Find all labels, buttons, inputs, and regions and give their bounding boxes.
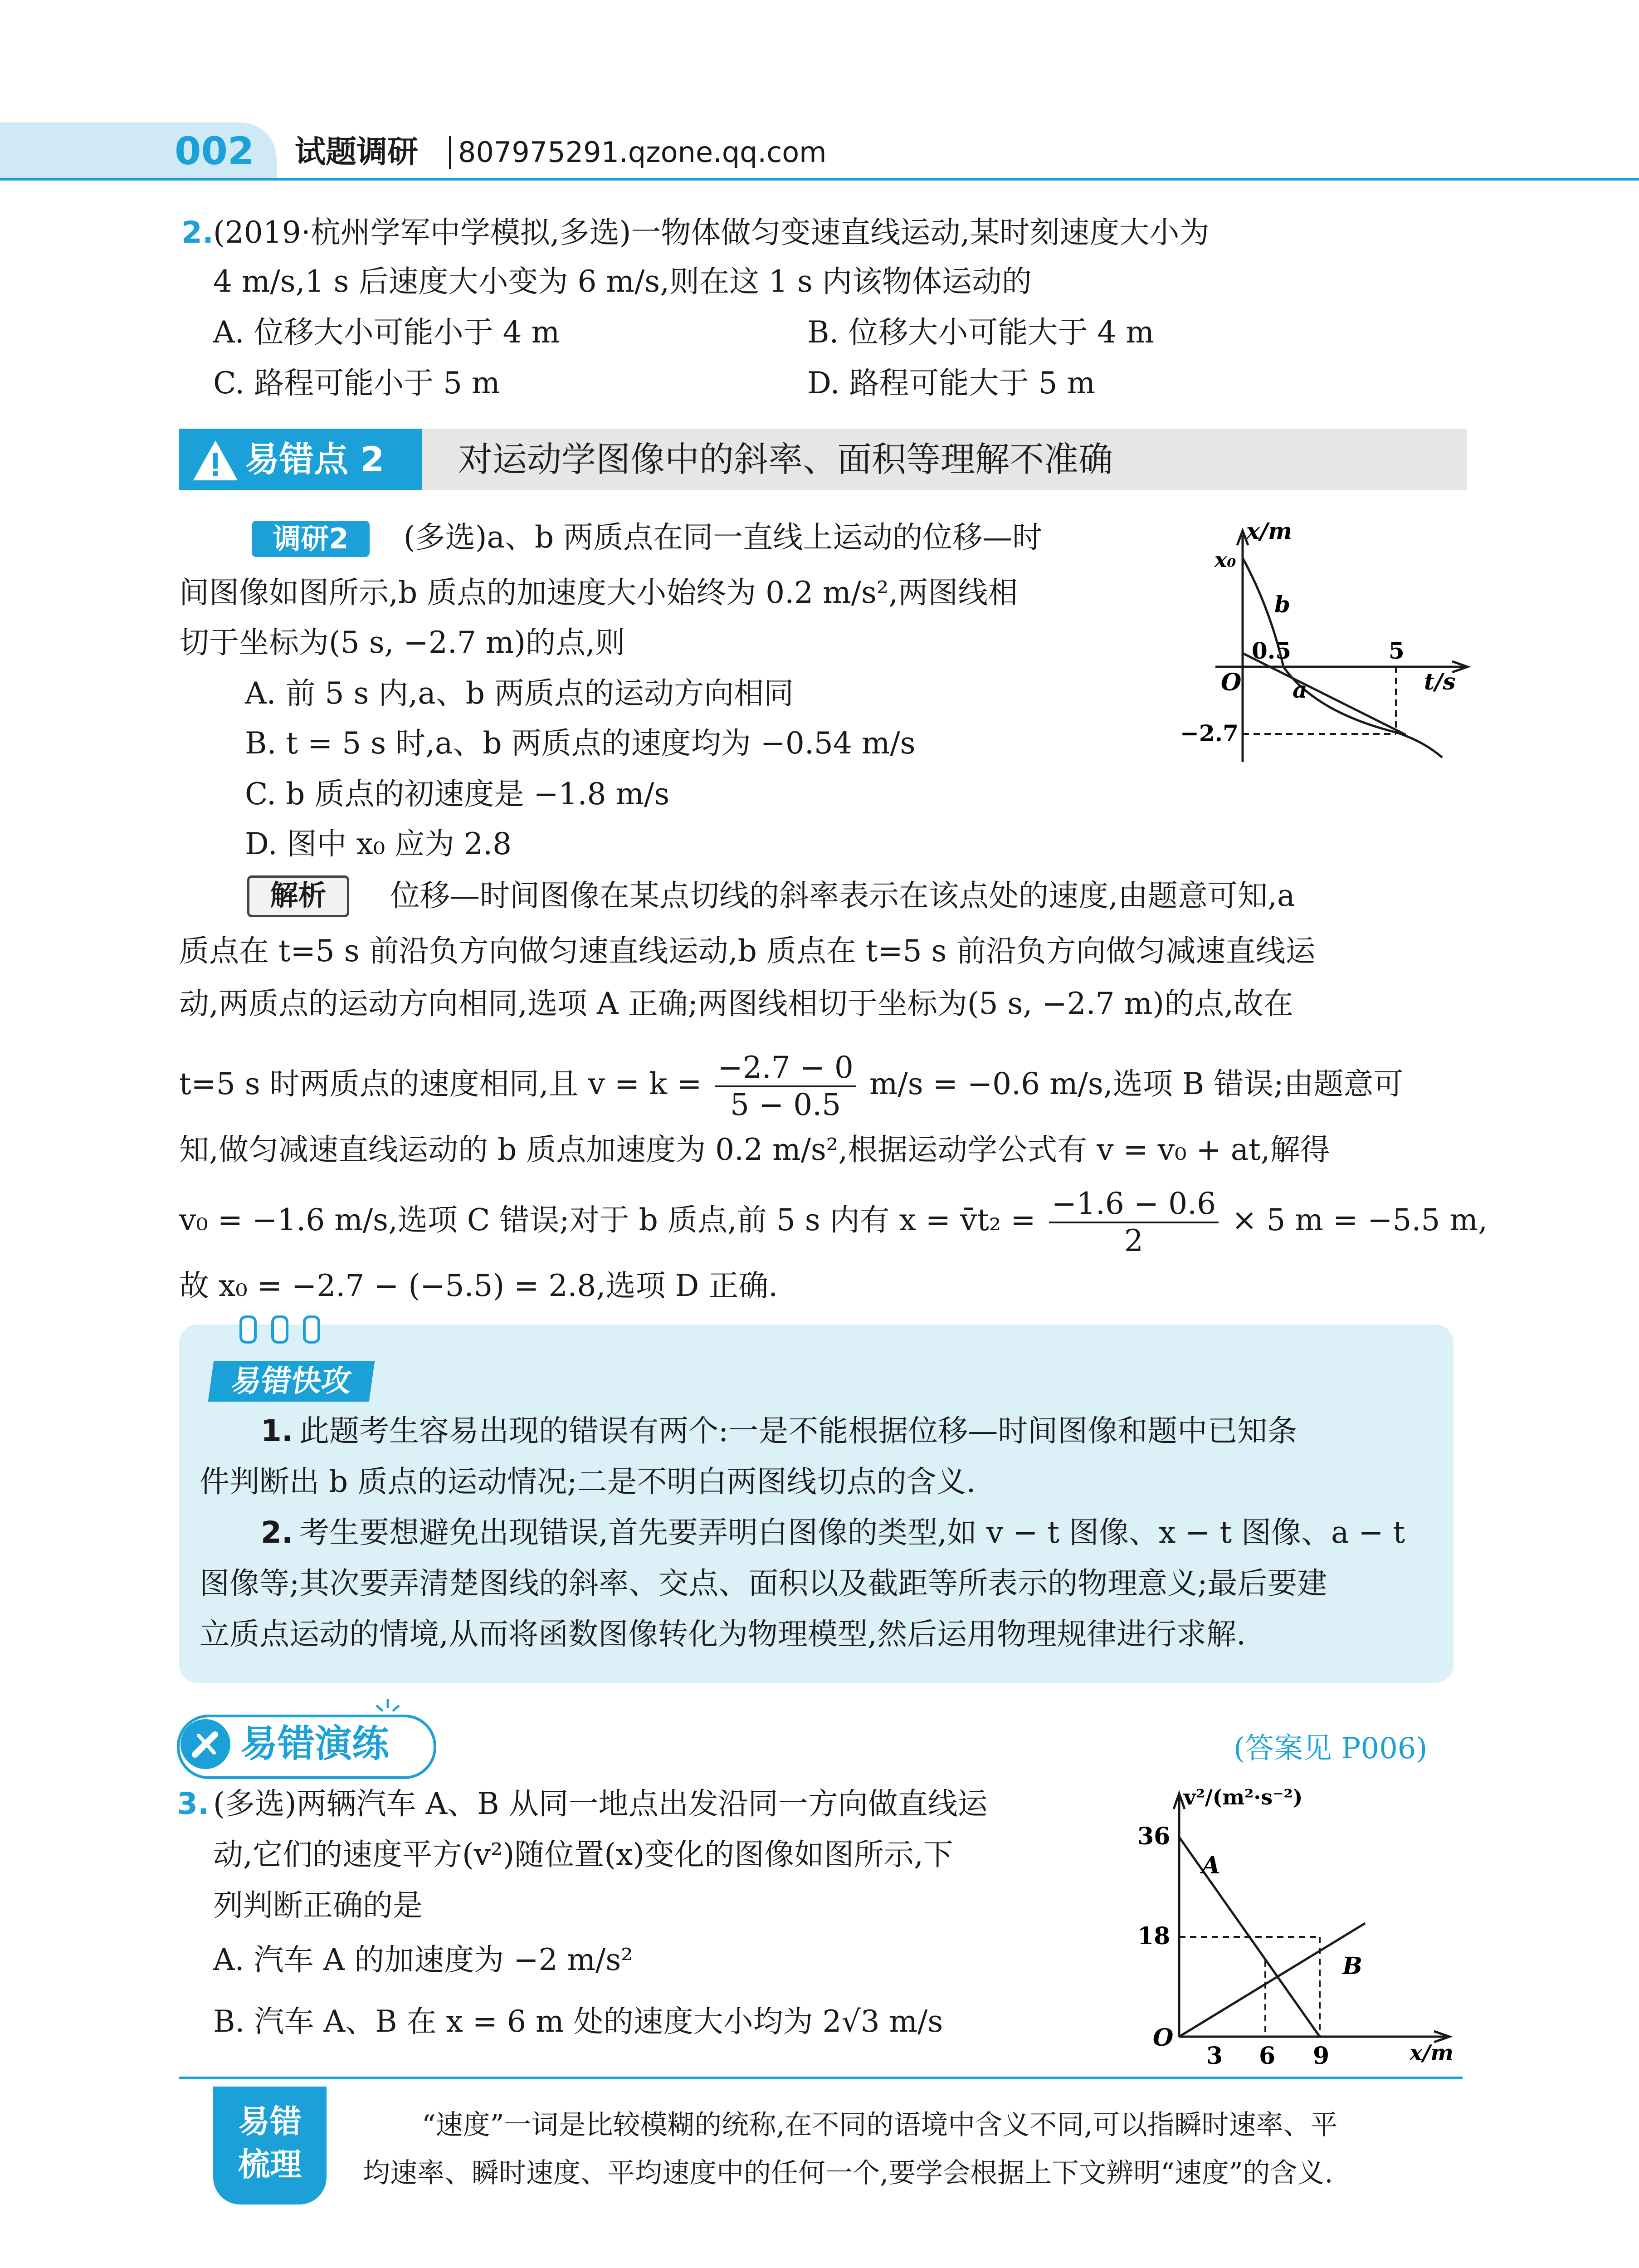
graph2-line-b: [1179, 1923, 1365, 2037]
q3-option-a: A. 汽车 A 的加速度为 −2 m/s²: [213, 1942, 633, 1977]
tip2-line2: 图像等;其次要弄清楚图线的斜率、交点、面积以及截距等所表示的物理意义;最后要建: [200, 1566, 1327, 1601]
answer-reference: (答案见 P006): [1234, 1732, 1428, 1765]
research-line2: 间图像如图所示,b 质点的加速度大小始终为 0.2 m/s²,两图线相: [179, 575, 1018, 610]
graph1-tick-m27: −2.7: [1180, 720, 1239, 747]
section-title: 对运动学图像中的斜率、面积等理解不准确: [458, 439, 1113, 479]
research-option-b: B. t = 5 s 时,a、b 两质点的速度均为 −0.54 m/s: [245, 726, 916, 761]
page-number: 002: [175, 129, 254, 173]
graph1-tick-05: 0.5: [1252, 637, 1291, 664]
analysis-line6-post: × 5 m = −5.5 m,: [1232, 1202, 1488, 1237]
graph2-tick-36: 36: [1137, 1823, 1171, 1850]
research-tag: 调研2: [252, 521, 370, 557]
header-url: 807975291.qzone.qq.com: [458, 136, 827, 169]
analysis-line4: [179, 1043, 1403, 1125]
analysis-line3: 动,两质点的运动方向相同,选项 A 正确;两图线相切于坐标为(5 s, −2.7 m)的点,故在: [179, 986, 1293, 1021]
q3-graph: [1129, 1783, 1474, 2073]
note-badge-line1: 易错: [238, 2103, 302, 2140]
graph1-b-label: b: [1274, 591, 1290, 618]
header-divider: [449, 136, 451, 169]
research-graph: [1179, 517, 1488, 780]
analysis-line4-pre: t=5 s 时两质点的速度相同,且 v = k =: [179, 1066, 702, 1101]
graph2-tick-9: 9: [1313, 2042, 1330, 2070]
q3-option-b: B. 汽车 A、B 在 x = 6 m 处的速度大小均为 2√3 m/s: [213, 2004, 943, 2039]
tip2-line1: 考生要想避免出现错误,首先要弄明白图像的类型,如 v − t 图像、x − t 图像、a − t: [299, 1515, 1405, 1550]
q3-number: 3.: [177, 1786, 209, 1821]
tip1-number: 1.: [261, 1413, 293, 1448]
binder-ring-icon: [303, 1315, 320, 1344]
note-rule: [179, 2077, 1463, 2079]
q2-number: 2.: [181, 215, 214, 250]
graph1-tick-5: 5: [1389, 637, 1405, 664]
fraction-1-denominator: 5 − 0.5: [730, 1087, 841, 1122]
section-tag-label: 易错点 2: [245, 439, 385, 479]
q2-line2: 4 m/s,1 s 后速度大小变为 6 m/s,则在这 1 s 内该物体运动的: [213, 264, 1032, 299]
graph1-a-label: a: [1293, 676, 1307, 703]
research-option-d: D. 图中 x₀ 应为 2.8: [245, 826, 512, 861]
q3-line1: (多选)两辆汽车 A、B 从同一地点出发沿同一方向做直线运: [213, 1786, 988, 1821]
tip1-line2: 件判断出 b 质点的运动情况;二是不明白两图线切点的含义.: [200, 1464, 976, 1499]
analysis-line7: 故 x₀ = −2.7 − (−5.5) = 2.8,选项 D 正确.: [179, 1268, 778, 1303]
note-line2: 均速率、瞬时速度、平均速度中的任何一个,要学会根据上下文辨明“速度”的含义.: [363, 2157, 1333, 2189]
q2-option-b: B. 位移大小可能大于 4 m: [807, 315, 1154, 350]
note-line1: “速度”一词是比较模糊的统称,在不同的语境中含义不同,可以指瞬时速率、平: [422, 2109, 1338, 2141]
research-option-a: A. 前 5 s 内,a、b 两质点的运动方向相同: [245, 676, 794, 711]
graph1-y-label: x/m: [1246, 518, 1292, 544]
fraction-1: [715, 1050, 856, 1123]
graph1-line-a: [1243, 653, 1406, 735]
graph2-label-b: B: [1342, 1952, 1362, 1980]
graph2-origin: O: [1153, 2024, 1174, 2052]
graph1-origin: O: [1221, 669, 1242, 696]
fraction-1-numerator: −2.7 − 0: [715, 1050, 856, 1087]
warning-icon: [190, 438, 240, 483]
analysis-tag: 解析: [247, 875, 349, 917]
note-badge: [213, 2087, 327, 2204]
graph2-y-label: v²/(m²·s⁻²): [1184, 1785, 1303, 1809]
graph2-tick-18: 18: [1137, 1922, 1171, 1950]
graph2-tick-6: 6: [1259, 2042, 1276, 2070]
fraction-2-numerator: −1.6 − 0.6: [1049, 1186, 1219, 1223]
research-option-c: C. b 质点的初速度是 −1.8 m/s: [245, 777, 670, 811]
binder-ring-icon: [239, 1315, 257, 1344]
tip2-line3: 立质点运动的情境,从而将函数图像转化为物理模型,然后运用物理规律进行求解.: [200, 1617, 1246, 1652]
analysis-line6-pre: v₀ = −1.6 m/s,选项 C 错误;对于 b 质点,前 5 s 内有 x = v̄t₂ =: [179, 1202, 1036, 1237]
q2-option-c: C. 路程可能小于 5 m: [213, 366, 500, 401]
pencil-icon: [185, 1724, 226, 1765]
q2-option-a: A. 位移大小可能小于 4 m: [213, 315, 560, 350]
tip-tag: 易错快攻: [208, 1361, 375, 1402]
practice-title: 易错演练: [240, 1722, 390, 1765]
q2-option-d: D. 路程可能大于 5 m: [807, 366, 1096, 401]
tip2-number: 2.: [261, 1515, 293, 1550]
binder-ring-icon: [271, 1315, 288, 1344]
fraction-2-denominator: 2: [1124, 1223, 1143, 1258]
graph1-x-label: t/s: [1424, 668, 1456, 695]
analysis-line1: 位移—时间图像在某点切线的斜率表示在该点处的速度,由题意可知,a: [390, 878, 1295, 913]
graph2-tick-3: 3: [1206, 2042, 1223, 2070]
graph1-x0-label: x₀: [1215, 547, 1236, 572]
analysis-line2: 质点在 t=5 s 前沿负方向做匀速直线运动,b 质点在 t=5 s 前沿负方向做匀减速直线运: [179, 934, 1316, 968]
analysis-line5: 知,做匀减速直线运动的 b 质点加速度为 0.2 m/s²,根据运动学公式有 v = v₀ + at,解得: [179, 1132, 1330, 1167]
header-rule: [0, 178, 1639, 181]
tip1-line1: 此题考生容易出现的错误有两个:一是不能根据位移—时间图像和题中已知条: [299, 1413, 1298, 1448]
analysis-line4-post: m/s = −0.6 m/s,选项 B 错误;由题意可: [869, 1066, 1404, 1101]
research-line3: 切于坐标为(5 s, −2.7 m)的点,则: [179, 625, 625, 660]
header-title: 试题调研: [295, 134, 419, 170]
analysis-line6: [179, 1179, 1488, 1261]
graph2-x-label: x/m: [1410, 2040, 1454, 2066]
note-badge-line2: 梳理: [238, 2146, 302, 2183]
q3-line2: 动,它们的速度平方(v²)随位置(x)变化的图像如图所示,下: [213, 1837, 953, 1872]
research-line1: (多选)a、b 两质点在同一直线上运动的位移—时: [404, 520, 1043, 555]
fraction-2: [1049, 1186, 1219, 1259]
q3-line3: 列判断正确的是: [213, 1888, 423, 1923]
q2-line1: (2019·杭州学军中学模拟,多选)一物体做匀变速直线运动,某时刻速度大小为: [213, 215, 1210, 250]
graph2-label-a: A: [1202, 1852, 1220, 1879]
